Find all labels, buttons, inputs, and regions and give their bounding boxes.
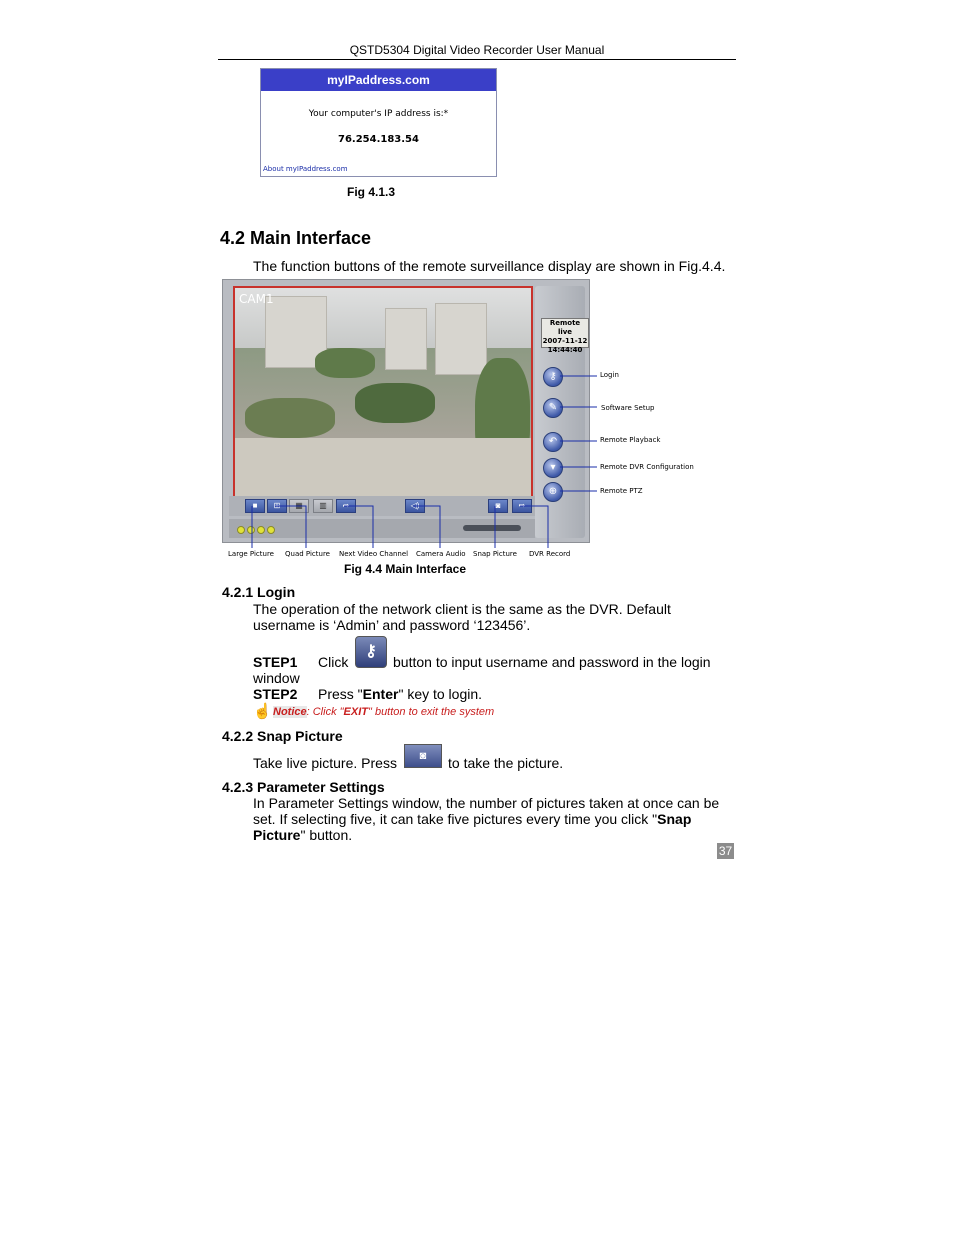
software-setup-icon[interactable]: ✎ xyxy=(543,398,563,418)
label-camera-audio: Camera Audio xyxy=(416,550,466,558)
callout-dvr-record xyxy=(520,506,548,548)
fig-44-caption: Fig 4.4 Main Interface xyxy=(344,562,467,576)
notice-pre: : Click " xyxy=(306,706,344,718)
section-423-title: 4.2.3 Parameter Settings xyxy=(222,779,385,795)
remote-live-date: 2007-11-12 xyxy=(542,337,588,345)
fig-413-caption: Fig 4.1.3 xyxy=(347,185,396,199)
step1-label: STEP1 xyxy=(253,654,298,670)
notice-text xyxy=(273,706,494,718)
ip-site-banner: myIPaddress.com xyxy=(261,69,496,91)
param-line2 xyxy=(253,811,691,827)
login-key-icon: ⚷ xyxy=(355,636,387,668)
step2-label: STEP2 xyxy=(253,686,298,702)
label-login: Login xyxy=(600,371,619,379)
ip-label-text: Your computer's IP address is:* xyxy=(308,109,449,119)
label-quad-picture: Quad Picture xyxy=(285,550,330,558)
camera-label: CAM1 xyxy=(239,292,274,306)
label-remote-dvr-configuration: Remote DVR Configuration xyxy=(600,463,694,471)
page-number: 37 xyxy=(718,844,733,858)
param-line3-post: " button. xyxy=(300,827,353,843)
param-line1: In Parameter Settings window, the number of pictures taken at once can be xyxy=(253,795,720,811)
callout-lines xyxy=(0,0,954,600)
hand-pointer-icon: ☝ xyxy=(253,703,272,720)
sixteen-picture-icon[interactable]: ▥ xyxy=(313,499,333,513)
callout-camera-audio xyxy=(413,506,440,548)
section-422-title: 4.2.2 Snap Picture xyxy=(222,728,343,744)
param-line2-bold: Snap xyxy=(657,811,692,827)
step2-post: " key to login. xyxy=(398,686,483,702)
quad-picture-icon[interactable]: ⊞ xyxy=(267,499,287,513)
page-header: QSTD5304 Digital Video Recorder User Manual xyxy=(349,43,605,57)
section-42-title: 4.2 Main Interface xyxy=(220,228,372,248)
nine-picture-icon[interactable]: ▦ xyxy=(289,499,309,513)
ip-address-value: 76.254.183.54 xyxy=(338,134,419,145)
notice-post: " button to exit the system xyxy=(367,706,495,718)
label-next-video-channel: Next Video Channel xyxy=(339,550,409,558)
step2-key: Enter xyxy=(362,686,399,702)
label-snap-picture: Snap Picture xyxy=(473,550,517,558)
section-421-title: 4.2.1 Login xyxy=(222,584,296,600)
remote-config-icon[interactable]: ▾ xyxy=(543,458,563,478)
callout-next-channel xyxy=(344,506,373,548)
remote-playback-icon[interactable]: ↶ xyxy=(543,432,563,452)
camera-audio-icon[interactable]: ◁) xyxy=(405,499,425,513)
step1-click-text: Click xyxy=(318,654,349,670)
step2-pre: Press " xyxy=(318,686,363,702)
label-dvr-record: DVR Record xyxy=(529,550,571,558)
snap-post-text: to take the picture. xyxy=(448,755,564,771)
remote-live-title: Remote live xyxy=(549,319,581,336)
remote-live-time: 14:44:40 xyxy=(547,346,583,354)
large-picture-icon[interactable]: ■ xyxy=(245,499,265,513)
section-42-intro: The function buttons of the remote surveillance display are shown in Fig.4.4. xyxy=(253,258,726,274)
label-large-picture: Large Picture xyxy=(228,550,274,558)
label-remote-ptz: Remote PTZ xyxy=(600,487,643,495)
snap-picture-icon[interactable]: ◙ xyxy=(488,499,508,513)
step1-wrap-text: window xyxy=(253,670,300,686)
login-paragraph-line2: username is ‘Admin’ and password ‘123456’. xyxy=(253,617,531,633)
step2-text xyxy=(318,686,482,702)
dvr-record-icon[interactable]: ➥ xyxy=(512,499,532,513)
snap-pre-text: Take live picture. Press xyxy=(253,755,397,771)
param-line3 xyxy=(253,827,352,843)
param-line3-bold: Picture xyxy=(253,827,301,843)
notice-key: EXIT xyxy=(343,706,368,718)
notice-word: Notice xyxy=(273,706,307,718)
step1-rest-text: button to input username and password in the login xyxy=(393,654,711,670)
snap-camera-icon: ◙ xyxy=(404,744,442,768)
remote-ptz-icon[interactable]: ⊕ xyxy=(543,482,563,502)
next-channel-icon[interactable]: ➦ xyxy=(336,499,356,513)
callout-quad-picture xyxy=(275,506,306,548)
label-software-setup: Software Setup xyxy=(601,404,655,412)
login-paragraph-line1: The operation of the network client is the same as the DVR. Default xyxy=(253,601,671,617)
ip-about-link: About myIPaddress.com xyxy=(263,165,348,173)
login-key-icon[interactable]: ⚷ xyxy=(543,367,563,387)
label-remote-playback: Remote Playback xyxy=(600,436,661,444)
param-line2-pre: set. If selecting five, it can take five pictures every time you click " xyxy=(253,811,658,827)
